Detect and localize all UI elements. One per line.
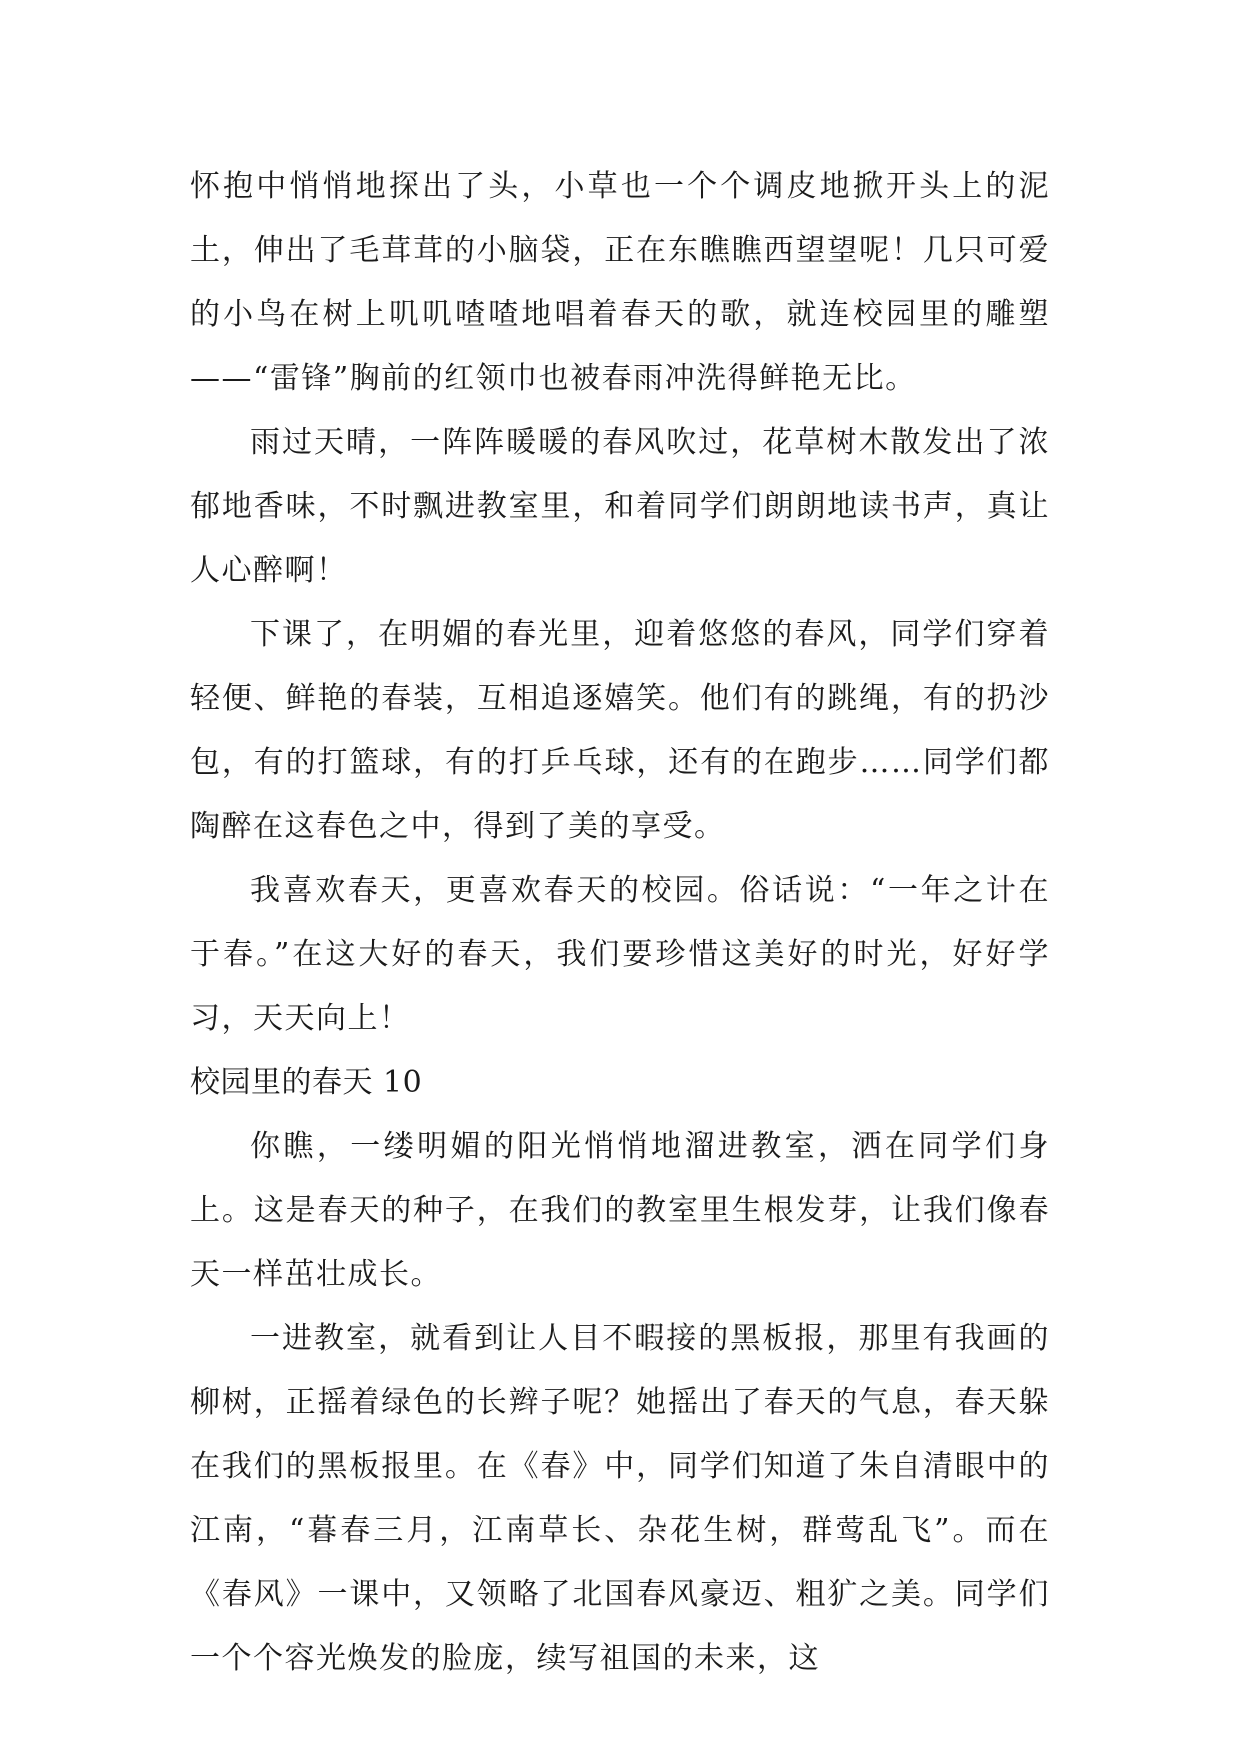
paragraph-3: 下课了，在明媚的春光里，迎着悠悠的春风，同学们穿着轻便、鲜艳的春装，互相追逐嬉笑。他们有的跳绳，有的扔沙包，有的打篮球，有的打乒乓球，还有的在跑步……同学们都陶醉在这春色之中，得到了美的享受。 xyxy=(190,617,1050,844)
document-body xyxy=(190,155,1050,1691)
paragraph-4: 我喜欢春天，更喜欢春天的校园。俗话说：“一年之计在于春。”在这大好的春天，我们要珍惜这美好的时光，好好学习，天天向上！ xyxy=(190,873,1050,1036)
paragraph-1: 怀抱中悄悄地探出了头，小草也一个个调皮地掀开头上的泥土，伸出了毛茸茸的小脑袋，正在东瞧瞧西望望呢！几只可爱的小鸟在树上叽叽喳喳地唱着春天的歌，就连校园里的雕塑——“雷锋”胸前的红领巾也被春雨冲洗得鲜艳无比。 xyxy=(190,169,1050,396)
paragraph-6: 一进教室，就看到让人目不暇接的黑板报，那里有我画的柳树，正摇着绿色的长辫子呢？她摇出了春天的气息，春天躲在我们的黑板报里。在《春》中，同学们知道了朱自清眼中的江南，“暮春三月，江南草长、杂花生树，群莺乱飞”。而在《春风》一课中，又领略了北国春风豪迈、粗犷之美。同学们一个个容光焕发的脸庞，续写祖国的未来，这 xyxy=(190,1321,1050,1676)
paragraph-5: 你瞧，一缕明媚的阳光悄悄地溜进教室，洒在同学们身上。这是春天的种子，在我们的教室里生根发芽，让我们像春天一样茁壮成长。 xyxy=(190,1129,1050,1292)
section-title: 校园里的春天 10 xyxy=(190,1065,423,1100)
paragraph-2: 雨过天晴，一阵阵暖暖的春风吹过，花草树木散发出了浓郁地香味，不时飘进教室里，和着同学们朗朗地读书声，真让人心醉啊！ xyxy=(190,425,1050,588)
